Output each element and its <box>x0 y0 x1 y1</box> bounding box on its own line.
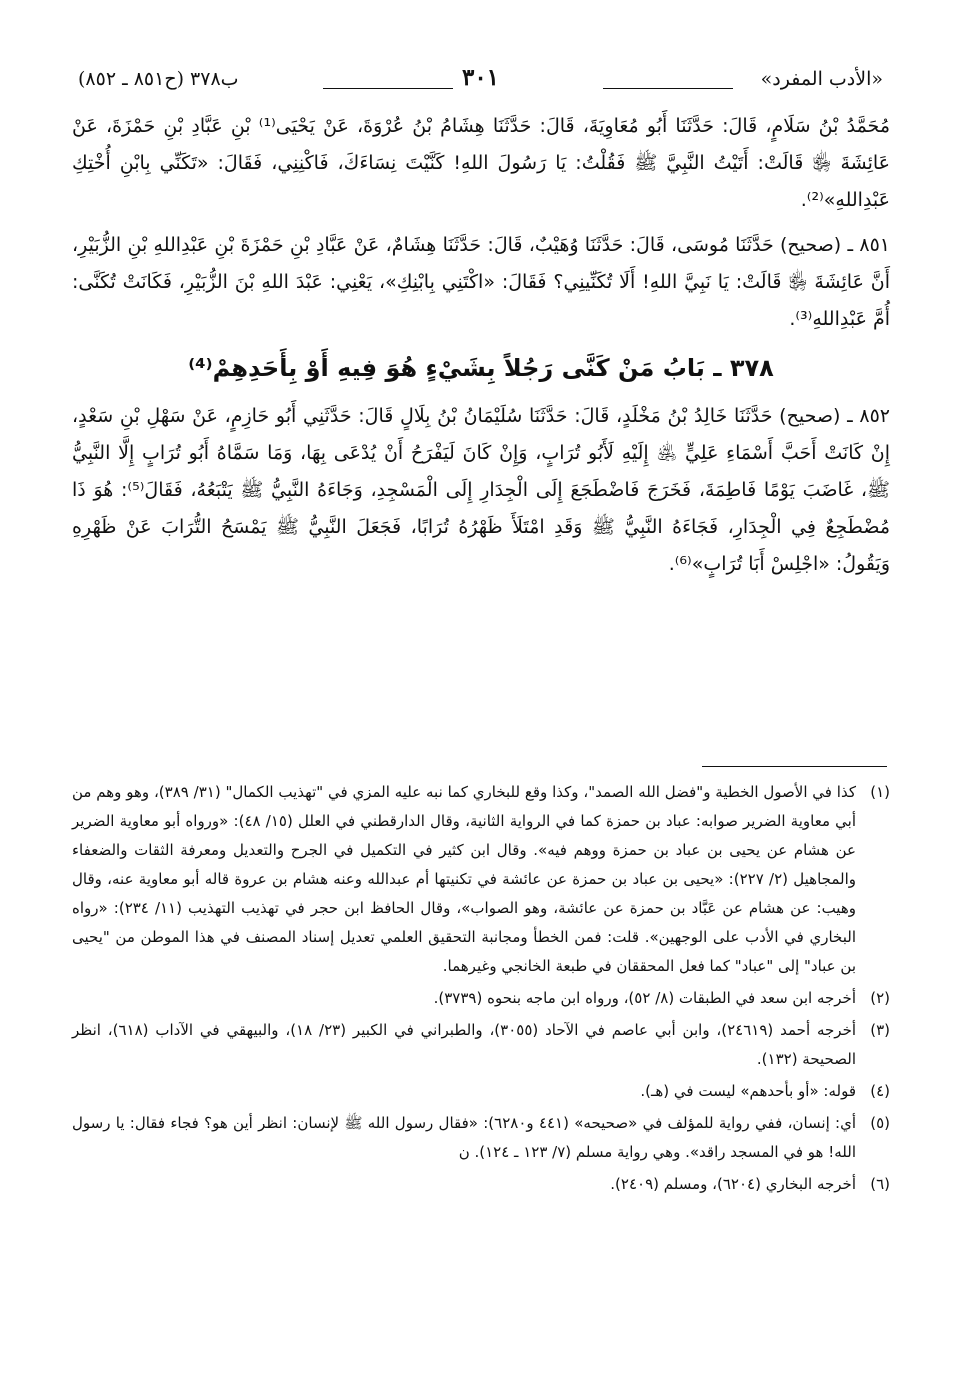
footnote-separator <box>702 766 887 767</box>
footnote-number: (٣) <box>870 1021 890 1039</box>
footnote-2 <box>72 984 890 1013</box>
footnote-4 <box>72 1077 890 1106</box>
running-header <box>78 66 883 96</box>
footnote-number: (٦) <box>870 1175 890 1193</box>
hadith-851: ٨٥١ ـ (صحيح) حَدَّثَنَا مُوسَى، قَالَ: حَدَّثَنَا وُهَيْبٌ، قَالَ: حَدَّثَنَا هِشَامٌ، عَنْ عَبَّادِ بْنِ حَمْزَةَ بْنِ عَبْدِاللهِ بْنِ الزُّبَيْرِ، أَنَّ عَائِشَةَ ﵂ قَالَتْ: يَا نَبِيَّ اللهِ! أَلَا تُكَنِّينِي؟ فَقَالَ: «اكْتَنِي بِابْنِكِ»، يَعْنِي: عَبْدَ اللهِ بْنَ الزُّبَيْرِ، فَكَانَتْ تُكَنَّى: أُمَّ عَبْدِاللهِ⁽³⁾. <box>72 234 890 330</box>
hadith-852: ٨٥٢ ـ (صحيح) حَدَّثَنَا خَالِدُ بْنُ مَخْلَدٍ، قَالَ: حَدَّثَنَا سُلَيْمَانُ بْنُ بِلَالٍ قَالَ: حَدَّثَنِي أَبُو حَازِمٍ، عَنْ سَهْلِ بْنِ سَعْدٍ، إِنْ كَانَتْ أَحَبَّ أَسْمَاءِ عَلِيٍّ ﵁ إِلَيْهِ لَأَبُو تُرَابٍ، وَإِنْ كَانَ لَيَفْرَحُ أَنْ يُدْعَى بِهَا، وَمَا سَمَّاهُ أَبُو تُرَابٍ إِلَّا النَّبِيُّ ﷺ، غَاضَبَ يَوْمًا فَاطِمَةَ، فَخَرَجَ فَاضْطَجَعَ إِلَى الْجِدَارِ إِلَى الْمَسْجِدِ، وَجَاءَهُ النَّبِيُّ ﷺ يَتْبَعُهُ، فَقَالَ⁽⁵⁾: هُوَ ذَا مُضْطَجِعٌ فِي الْجِدَارِ، فَجَاءَهُ النَّبِيُّ ﷺ وَقَدِ امْتَلَأَ ظَهْرُهُ تُرَابًا، فَجَعَلَ النَّبِيُّ ﷺ يَمْسَحُ التُّرَابَ عَنْ ظَهْرِهِ وَيَقُولُ: «اجْلِسْ أَبَا تُرَابٍ»⁽⁶⁾. <box>72 405 890 575</box>
footnote-text: أي: إنسان، ففي رواية للمؤلف في «صحيحه» (٤٤١ و٦٢٨٠): «فقال رسول الله ﷺ لإنسان: انظر أين هو؟ فجاء فقال: يا رسول الله! هو في المسجد راقد». وهي رواية مسلم (٧/ ١٢٣ ـ ١٢٤). ن <box>72 1114 856 1161</box>
footnote-5 <box>72 1109 890 1167</box>
footnote-text: أخرجه البخاري (٦٢٠٤)، ومسلم (٢٤٠٩). <box>610 1175 856 1193</box>
footnotes <box>72 778 890 1202</box>
footnote-number: (٤) <box>870 1082 890 1100</box>
footnote-number: (١) <box>870 783 890 801</box>
footnote-text: أخرجه ابن سعد في الطبقات (٨/ ٥٢)، ورواه ابن ماجه بنحوه (٣٧٣٩). <box>433 989 856 1007</box>
footnote-text: كذا في الأصول الخطية و"فضل الله الصمد"، وكذا وقع للبخاري كما نبه عليه المزي في "تهذيب الكمال" (٣١/ ٣٨٩)، وهو وهم من أبي معاوية الضرير صوابه: عباد بن حمزة كما في الرواية الثانية، وقال الدارقطني في العلل (١٥/ ٤٨): «ورواه أبو معاوية الضرير عن هشام عن يحيى بن عباد بن حمزة ووهم فيه». وقال ابن كثير في التكميل في الجرح والتعديل ومعرفة الثقات والضعفاء والمجاهيل (٢/ ٢٢٧): «يحيى بن عباد بن حمزة عن عائشة في تكنيتها أم عبدالله وعنه هشام بن عروة قاله أبو معاوية عنه، وقال وهيب: عن هشام عن عَبَّاد بن حمزة عن عائشة، وهو الصواب»، وقال الحافظ ابن حجر في تهذيب التهذيب (١١/ ٢٣٤): «رواه البخاري في الأدب على الوجهين». قلت: فمن الخطأ ومجانبة التحقيق العلمي تعديل إسناد المصنف في هذا الموطن من "يحيى بن عباد" إلى "عباد" كما فعل المحققان في طبعة الخانجي وغيرهما. <box>72 783 857 975</box>
header-rule-right <box>603 88 733 89</box>
footnote-6 <box>72 1170 890 1199</box>
footnote-1 <box>72 778 890 981</box>
hadith-continuation: مُحَمَّدُ بْنُ سَلَامٍ، قَالَ: حَدَّثَنَا أَبُو مُعَاوِيَةَ، قَالَ: حَدَّثَنَا هِشَامُ بْنُ عُرْوَةَ، عَنْ يَحْيَى⁽¹⁾ بْنِ عَبَّادِ بْنِ حَمْزَةَ، عَنْ عَائِشَةَ ﵂ قَالَتْ: أَتَيْتُ النَّبِيَّ ﷺ فَقُلْتُ: يَا رَسُولَ اللهِ! كَنَّيْتَ نِسَاءَكَ، فَاكْنِنِي، فَقَالَ: «تَكَنِّي بِابْنِ أُخْتِكِ عَبْدِاللهِ»⁽²⁾. <box>72 115 890 211</box>
book-title: «الأدب المفرد» <box>760 68 883 90</box>
footnote-text: أخرجه أحمد (٢٤٦١٩)، وابن أبي عاصم في الآحاد (٣٠٥٥)، والطبراني في الكبير (٢٣/ ١٨)، والبيهقي في الآداب (٦١٨)، انظر الصحيحة (١٣٢). <box>72 1021 857 1068</box>
chapter-heading: ٣٧٨ ـ بَابُ مَنْ كَنَّى رَجُلاً بِشَيْءٍ هُوَ فِيهِ أَوْ بِأَحَدِهِمْ⁽⁴⁾ <box>188 354 774 382</box>
footnote-3 <box>72 1016 890 1074</box>
footnote-number: (٢) <box>870 989 890 1007</box>
footnote-text: قوله: «أو بأحدهم» ليست في (هـ). <box>640 1082 856 1100</box>
header-rule-left <box>323 88 453 89</box>
page-number: ٣٠١ <box>461 64 500 91</box>
main-text <box>72 108 890 591</box>
footnote-number: (٥) <box>870 1114 890 1132</box>
section-reference: ب٣٧٨ (ح٨٥١ ـ ٨٥٢) <box>78 68 239 90</box>
